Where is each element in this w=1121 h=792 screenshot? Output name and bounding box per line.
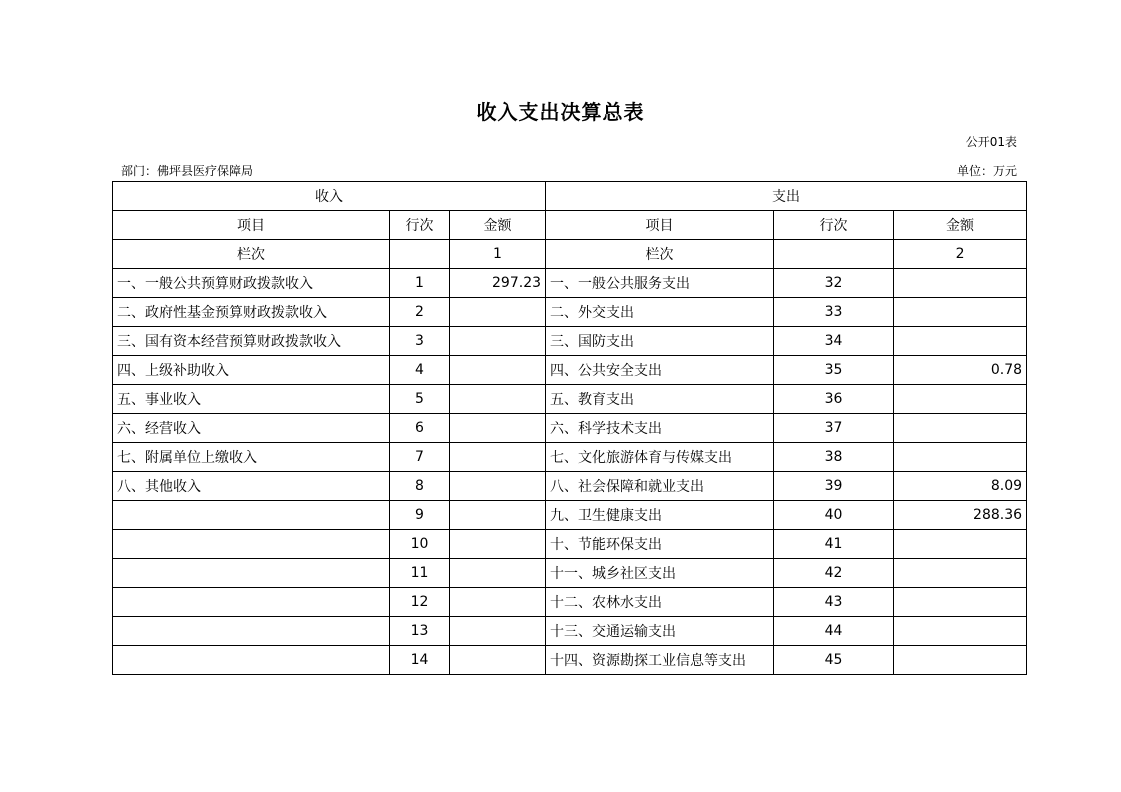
department-label: 部门：佛坪县医疗保障局 <box>121 164 254 178</box>
expense-line-cell: 34 <box>774 327 894 356</box>
income-item-cell <box>113 559 390 588</box>
expense-amount-cell <box>894 269 1027 298</box>
expense-line-cell: 44 <box>774 617 894 646</box>
section-header-row <box>113 182 1027 211</box>
income-item-cell <box>113 530 390 559</box>
income-line-cell: 6 <box>390 414 450 443</box>
expense-line-cell: 37 <box>774 414 894 443</box>
expense-item-cell: 十、节能环保支出 <box>546 530 774 559</box>
expense-item-cell: 五、教育支出 <box>546 385 774 414</box>
income-amount-cell <box>450 443 546 472</box>
table-row <box>113 617 1027 646</box>
income-amount-header: 金额 <box>450 211 546 240</box>
column-number-row <box>113 240 1027 269</box>
table-row <box>113 327 1027 356</box>
table-row <box>113 385 1027 414</box>
expense-line-blank <box>774 240 894 269</box>
income-line-cell: 1 <box>390 269 450 298</box>
income-line-header: 行次 <box>390 211 450 240</box>
expense-item-cell: 十三、交通运输支出 <box>546 617 774 646</box>
expense-amount-cell <box>894 559 1027 588</box>
expense-line-cell: 33 <box>774 298 894 327</box>
expense-item-cell: 十二、农林水支出 <box>546 588 774 617</box>
income-item-cell: 三、国有资本经营预算财政拨款收入 <box>113 327 390 356</box>
expense-item-cell: 一、一般公共服务支出 <box>546 269 774 298</box>
income-item-cell: 六、经营收入 <box>113 414 390 443</box>
income-item-cell: 五、事业收入 <box>113 385 390 414</box>
income-line-cell: 14 <box>390 646 450 675</box>
table-row <box>113 530 1027 559</box>
expense-item-cell: 六、科学技术支出 <box>546 414 774 443</box>
income-line-cell: 11 <box>390 559 450 588</box>
income-line-cell: 9 <box>390 501 450 530</box>
expense-line-cell: 36 <box>774 385 894 414</box>
income-line-cell: 8 <box>390 472 450 501</box>
income-amount-cell <box>450 385 546 414</box>
income-amount-cell <box>450 559 546 588</box>
income-amount-cell: 297.23 <box>450 269 546 298</box>
income-item-cell: 七、附属单位上缴收入 <box>113 443 390 472</box>
expense-line-cell: 42 <box>774 559 894 588</box>
expense-item-cell: 十四、资源勘探工业信息等支出 <box>546 646 774 675</box>
expense-amount-cell <box>894 646 1027 675</box>
expense-amount-header: 金额 <box>894 211 1027 240</box>
expense-line-cell: 32 <box>774 269 894 298</box>
table-row <box>113 472 1027 501</box>
income-amount-cell <box>450 298 546 327</box>
income-expense-table <box>112 181 1027 675</box>
income-amount-cell <box>450 617 546 646</box>
expense-amount-cell <box>894 443 1027 472</box>
column-header-row <box>113 211 1027 240</box>
income-item-cell <box>113 617 390 646</box>
income-line-cell: 13 <box>390 617 450 646</box>
expense-item-cell: 七、文化旅游体育与传媒支出 <box>546 443 774 472</box>
expense-amount-cell: 0.78 <box>894 356 1027 385</box>
income-line-cell: 7 <box>390 443 450 472</box>
expense-line-cell: 41 <box>774 530 894 559</box>
income-item-cell: 一、一般公共预算财政拨款收入 <box>113 269 390 298</box>
income-line-cell: 10 <box>390 530 450 559</box>
income-amount-cell <box>450 327 546 356</box>
expense-line-cell: 43 <box>774 588 894 617</box>
table-row <box>113 356 1027 385</box>
expense-amount-cell <box>894 385 1027 414</box>
income-amount-cell <box>450 414 546 443</box>
table-row <box>113 501 1027 530</box>
income-amount-cell <box>450 530 546 559</box>
expense-item-cell: 九、卫生健康支出 <box>546 501 774 530</box>
income-amount-cell <box>450 588 546 617</box>
expense-item-header: 项目 <box>546 211 774 240</box>
table-row <box>113 414 1027 443</box>
expense-amount-cell <box>894 327 1027 356</box>
income-item-header: 项目 <box>113 211 390 240</box>
income-amount-cell <box>450 472 546 501</box>
expense-item-cell: 二、外交支出 <box>546 298 774 327</box>
income-line-cell: 2 <box>390 298 450 327</box>
expense-line-cell: 39 <box>774 472 894 501</box>
expense-amount-cell <box>894 588 1027 617</box>
expense-item-cell: 十一、城乡社区支出 <box>546 559 774 588</box>
expense-item-cell: 三、国防支出 <box>546 327 774 356</box>
income-amount-cell <box>450 646 546 675</box>
expense-line-cell: 40 <box>774 501 894 530</box>
expense-amount-cell <box>894 617 1027 646</box>
form-code: 公开01表 <box>965 135 1017 149</box>
expense-line-cell: 38 <box>774 443 894 472</box>
income-item-cell <box>113 646 390 675</box>
income-column-number: 1 <box>450 240 546 269</box>
expense-amount-cell <box>894 298 1027 327</box>
income-column-label: 栏次 <box>113 240 390 269</box>
income-amount-cell <box>450 356 546 385</box>
table-row <box>113 298 1027 327</box>
income-line-cell: 5 <box>390 385 450 414</box>
page-title: 收入支出决算总表 <box>476 100 645 124</box>
expense-section-header: 支出 <box>546 182 1027 211</box>
table-row <box>113 269 1027 298</box>
income-section-header: 收入 <box>113 182 546 211</box>
unit-label: 单位：万元 <box>956 164 1017 178</box>
table-row <box>113 646 1027 675</box>
table-row <box>113 588 1027 617</box>
income-item-cell: 八、其他收入 <box>113 472 390 501</box>
income-line-blank <box>390 240 450 269</box>
income-amount-cell <box>450 501 546 530</box>
expense-amount-cell <box>894 414 1027 443</box>
income-item-cell <box>113 501 390 530</box>
expense-column-label: 栏次 <box>546 240 774 269</box>
expense-item-cell: 八、社会保障和就业支出 <box>546 472 774 501</box>
expense-amount-cell: 288.36 <box>894 501 1027 530</box>
expense-line-header: 行次 <box>774 211 894 240</box>
table-row <box>113 559 1027 588</box>
income-line-cell: 3 <box>390 327 450 356</box>
income-item-cell: 二、政府性基金预算财政拨款收入 <box>113 298 390 327</box>
expense-amount-cell <box>894 530 1027 559</box>
expense-line-cell: 45 <box>774 646 894 675</box>
expense-item-cell: 四、公共安全支出 <box>546 356 774 385</box>
expense-column-number: 2 <box>894 240 1027 269</box>
income-line-cell: 4 <box>390 356 450 385</box>
expense-line-cell: 35 <box>774 356 894 385</box>
income-line-cell: 12 <box>390 588 450 617</box>
income-item-cell <box>113 588 390 617</box>
income-item-cell: 四、上级补助收入 <box>113 356 390 385</box>
table-row <box>113 443 1027 472</box>
expense-amount-cell: 8.09 <box>894 472 1027 501</box>
